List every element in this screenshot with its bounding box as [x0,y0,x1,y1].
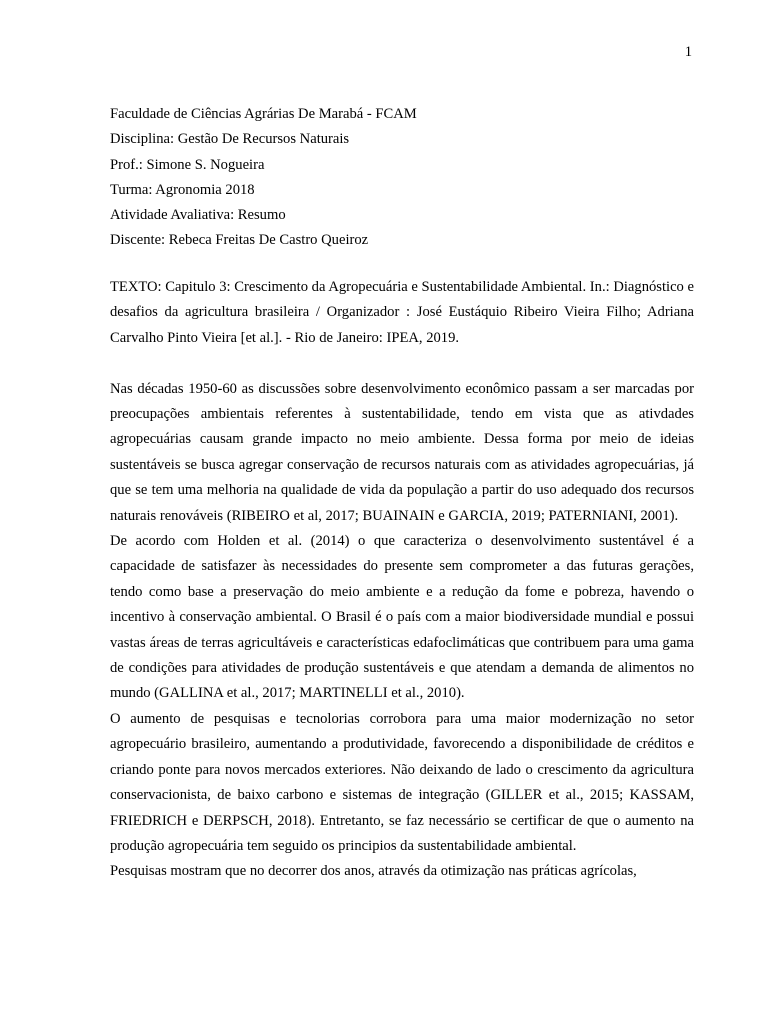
header-student: Discente: Rebeca Freitas De Castro Queiroz [110,232,369,249]
header-discipline: Disciplina: Gestão De Recursos Naturais [110,131,350,148]
header-professor: Prof.: Simone S. Nogueira [110,156,265,173]
body-paragraph-4: Pesquisas mostram que no decorrer dos anos, através da otimização nas práticas agrícolas, [110,863,637,880]
body-paragraph-2: De acordo com Holden et al. (2014) o que caracteriza o desenvolvimento sustentável é a capacidade de satisfazer às necessidades do presente sem comprometer a das futuras gerações, tendo como base a preservação do meio ambiente e a redução da fome e pobreza, havendo o incentivo à conservação ambiental. O Brasil é o país com a maior biodiversidade mundial e possui vastas áreas de terras agricultáveis e características edafoclimáticas que contribuem para uma gama de condições para atividades de produção sustentáveis e que atendam a demanda de alimentos no mundo (GALLINA et al., 2017; MARTINELLI et al., 2010). [110,533,694,702]
page-number: 1 [684,44,692,60]
header-institution: Faculdade de Ciências Agrárias De Marabá - FCAM [110,106,417,122]
header-class: Turma: Agronomia 2018 [110,181,255,198]
document-body [110,275,694,885]
paragraph-spacer [110,351,694,376]
reference-paragraph: TEXTO: Capitulo 3: Crescimento da Agropecuária e Sustentabilidade Ambiental. In.: Diagnóstico e desafios da agricultura brasileira / Organizador : José Eustáquio Ribeiro Vieira Filho; Adriana Carvalho Pinto Vieira [et al.]. - Rio de Janeiro: IPEA, 2019. [110,279,694,346]
body-paragraph-3: O aumento de pesquisas e tecnolorias corrobora para uma maior modernização no setor agropecuário brasileiro, aumentando a produtividade, favorecendo a disponibilidade de créditos e criando ponte para novos mercados exteriores. Não deixando de lado o crescimento da agricultura conservacionista, de baixo carbono e sistemas de integração (GILLER et al., 2015; KASSAM, FRIEDRICH e DERPSCH, 2018). Entretanto, se faz necessário se certificar de que o aumento na produção agropecuária tem seguido os principios da sustentabilidade ambiental. [110,710,694,854]
body-paragraph-1: Nas décadas 1950-60 as discussões sobre desenvolvimento econômico passam a ser marcadas por preocupações ambientais referentes à sustentabilidade, tendo em vista que as ativdades agropecuárias causam grande impacto no meio ambiente. Dessa forma por meio de ideias sustentáveis se busca agregar conservação de recursos naturais com as atividades agropecuárias, já que se tem uma melhoria na qualidade de vida da população a partir do uso adequado dos recursos naturais renováveis (RIBEIRO et al, 2017; BUAINAIN e GARCIA, 2019; PATERNIANI, 2001). [110,380,694,524]
document-header [110,102,694,254]
header-activity: Atividade Avaliativa: Resumo [110,207,286,224]
